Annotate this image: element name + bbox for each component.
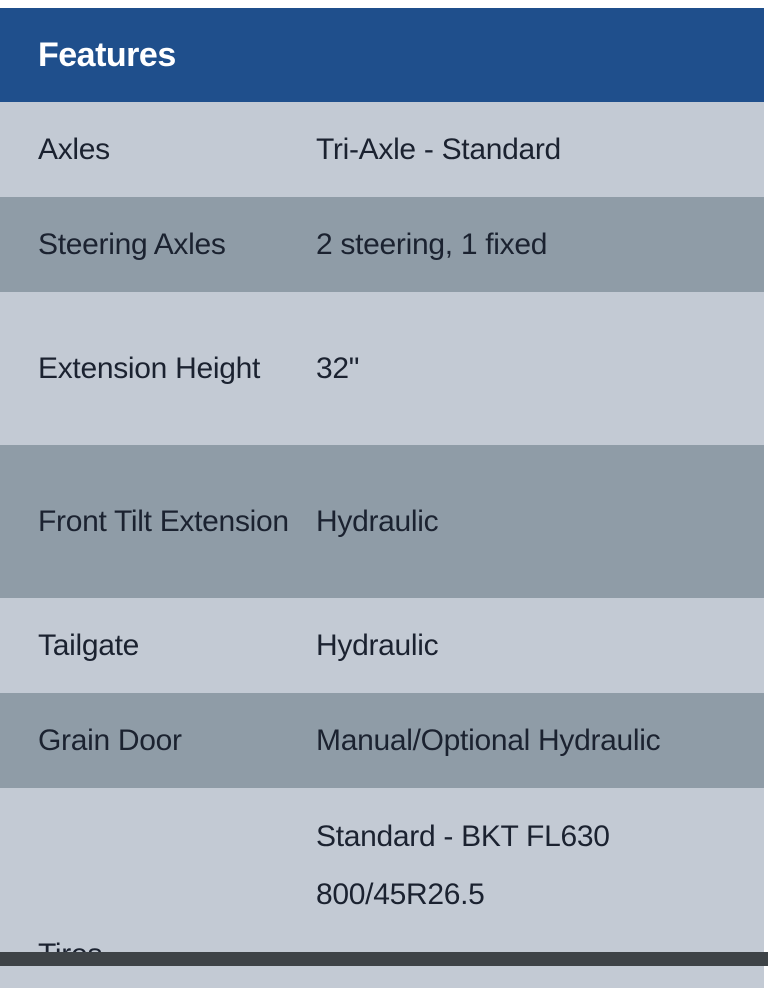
- row-label: Axles: [38, 132, 110, 166]
- row-value: Standard - BKT FL630 800/45R26.5: [316, 820, 610, 911]
- row-value: Manual/Optional Hydraulic: [316, 723, 661, 757]
- table-row-front-tilt-extension: [0, 445, 764, 598]
- row-label: Extension Height: [38, 351, 261, 385]
- features-table: [0, 8, 764, 952]
- row-value: 32": [316, 351, 360, 385]
- row-label: Steering Axles: [38, 227, 226, 261]
- table-title: Features: [38, 35, 176, 74]
- table-row-tailgate: [0, 598, 764, 693]
- row-value: Hydraulic: [316, 504, 439, 538]
- row-value: 2 steering, 1 fixed: [316, 227, 548, 261]
- row-label: Grain Door: [38, 723, 182, 757]
- scroll-bar[interactable]: [0, 952, 768, 966]
- row-value: Tri-Axle - Standard: [316, 132, 561, 166]
- table-header: [0, 8, 764, 102]
- table-row-extension-height: [0, 292, 764, 445]
- table-row-grain-door: [0, 693, 764, 788]
- table-row-axles: [0, 102, 764, 197]
- row-label: Front Tilt Extension: [38, 504, 289, 538]
- page-edge: [764, 0, 768, 952]
- row-value: Hydraulic: [316, 628, 439, 662]
- row-label: Tailgate: [38, 628, 140, 662]
- table-row-steering-axles: [0, 197, 764, 292]
